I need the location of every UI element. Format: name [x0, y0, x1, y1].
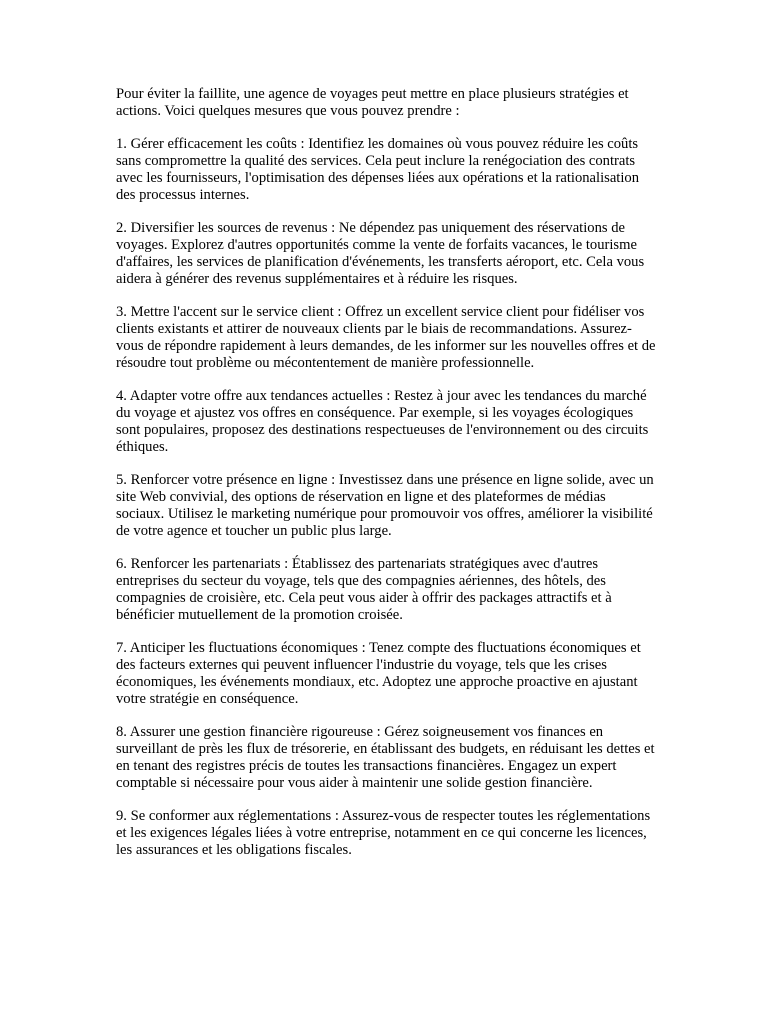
list-item: 2. Diversifier les sources de revenus : Ne dépendez pas uniquement des réservations de voyages. Explorez d'autres opportunités comme la vente de forfaits vacances, le tourisme d'affaires, les services de planification d'événements, les transferts aéroport, etc. Cela vous aidera à générer des revenus supplémentaires et à réduire les risques.: [116, 220, 645, 287]
intro-paragraph: Pour éviter la faillite, une agence de voyages peut mettre en place plusieurs stratégies et actions. Voici quelques mesures que vous pouvez prendre :: [116, 86, 629, 119]
list-item: 3. Mettre l'accent sur le service client : Offrez un excellent service client pour fidéliser vos clients existants et attirer de nouveaux clients par le biais de recommandations. Assurez-vous de répondre rapidement à leurs demandes, de les informer sur les nouvelles offres et de résoudre tout problème ou mécontentement de manière professionnelle.: [116, 304, 656, 371]
list-item: 1. Gérer efficacement les coûts : Identifiez les domaines où vous pouvez réduire les coûts sans compromettre la qualité des services. Cela peut inclure la renégociation des contrats avec les fournisseurs, l'optimisation des dépenses liées aux opérations et la rationalisation des processus internes.: [116, 136, 640, 203]
list-item: 8. Assurer une gestion financière rigoureuse : Gérez soigneusement vos finances en surveillant de près les flux de trésorerie, en établissant des budgets, en réduisant les dettes et en tenant des registres précis de toutes les transactions financières. Engagez un expert comptable si nécessaire pour vous aider à maintenir une solide gestion financière.: [116, 724, 655, 791]
list-item: 6. Renforcer les partenariats : Établissez des partenariats stratégiques avec d'autres entreprises du secteur du voyage, tels que des compagnies aériennes, des hôtels, des compagnies de croisière, etc. Cela peut vous aider à offrir des packages attractifs et à bénéficier mutuellement de la promotion croisée.: [116, 556, 612, 623]
list-item: 9. Se conformer aux réglementations : Assurez-vous de respecter toutes les réglementations et les exigences légales liées à votre entreprise, notamment en ce qui concerne les licences, les assurances et les obligations fiscales.: [116, 808, 651, 858]
list-item: 7. Anticiper les fluctuations économiques : Tenez compte des fluctuations économiques et des facteurs externes qui peuvent influencer l'industrie du voyage, tels que les crises économiques, les événements mondiaux, etc. Adoptez une approche proactive en ajustant votre stratégie en conséquence.: [116, 640, 641, 707]
list-item: 4. Adapter votre offre aux tendances actuelles : Restez à jour avec les tendances du marché du voyage et ajustez vos offres en conséquence. Par exemple, si les voyages écologiques sont populaires, proposez des destinations respectueuses de l'environnement ou des circuits éthiques.: [116, 388, 649, 455]
list-item: 5. Renforcer votre présence en ligne : Investissez dans une présence en ligne solide, avec un site Web convivial, des options de réservation en ligne et des plateformes de médias sociaux. Utilisez le marketing numérique pour promouvoir vos offres, améliorer la visibilité de votre agence et toucher un public plus large.: [116, 472, 654, 539]
document-page: [116, 86, 656, 875]
